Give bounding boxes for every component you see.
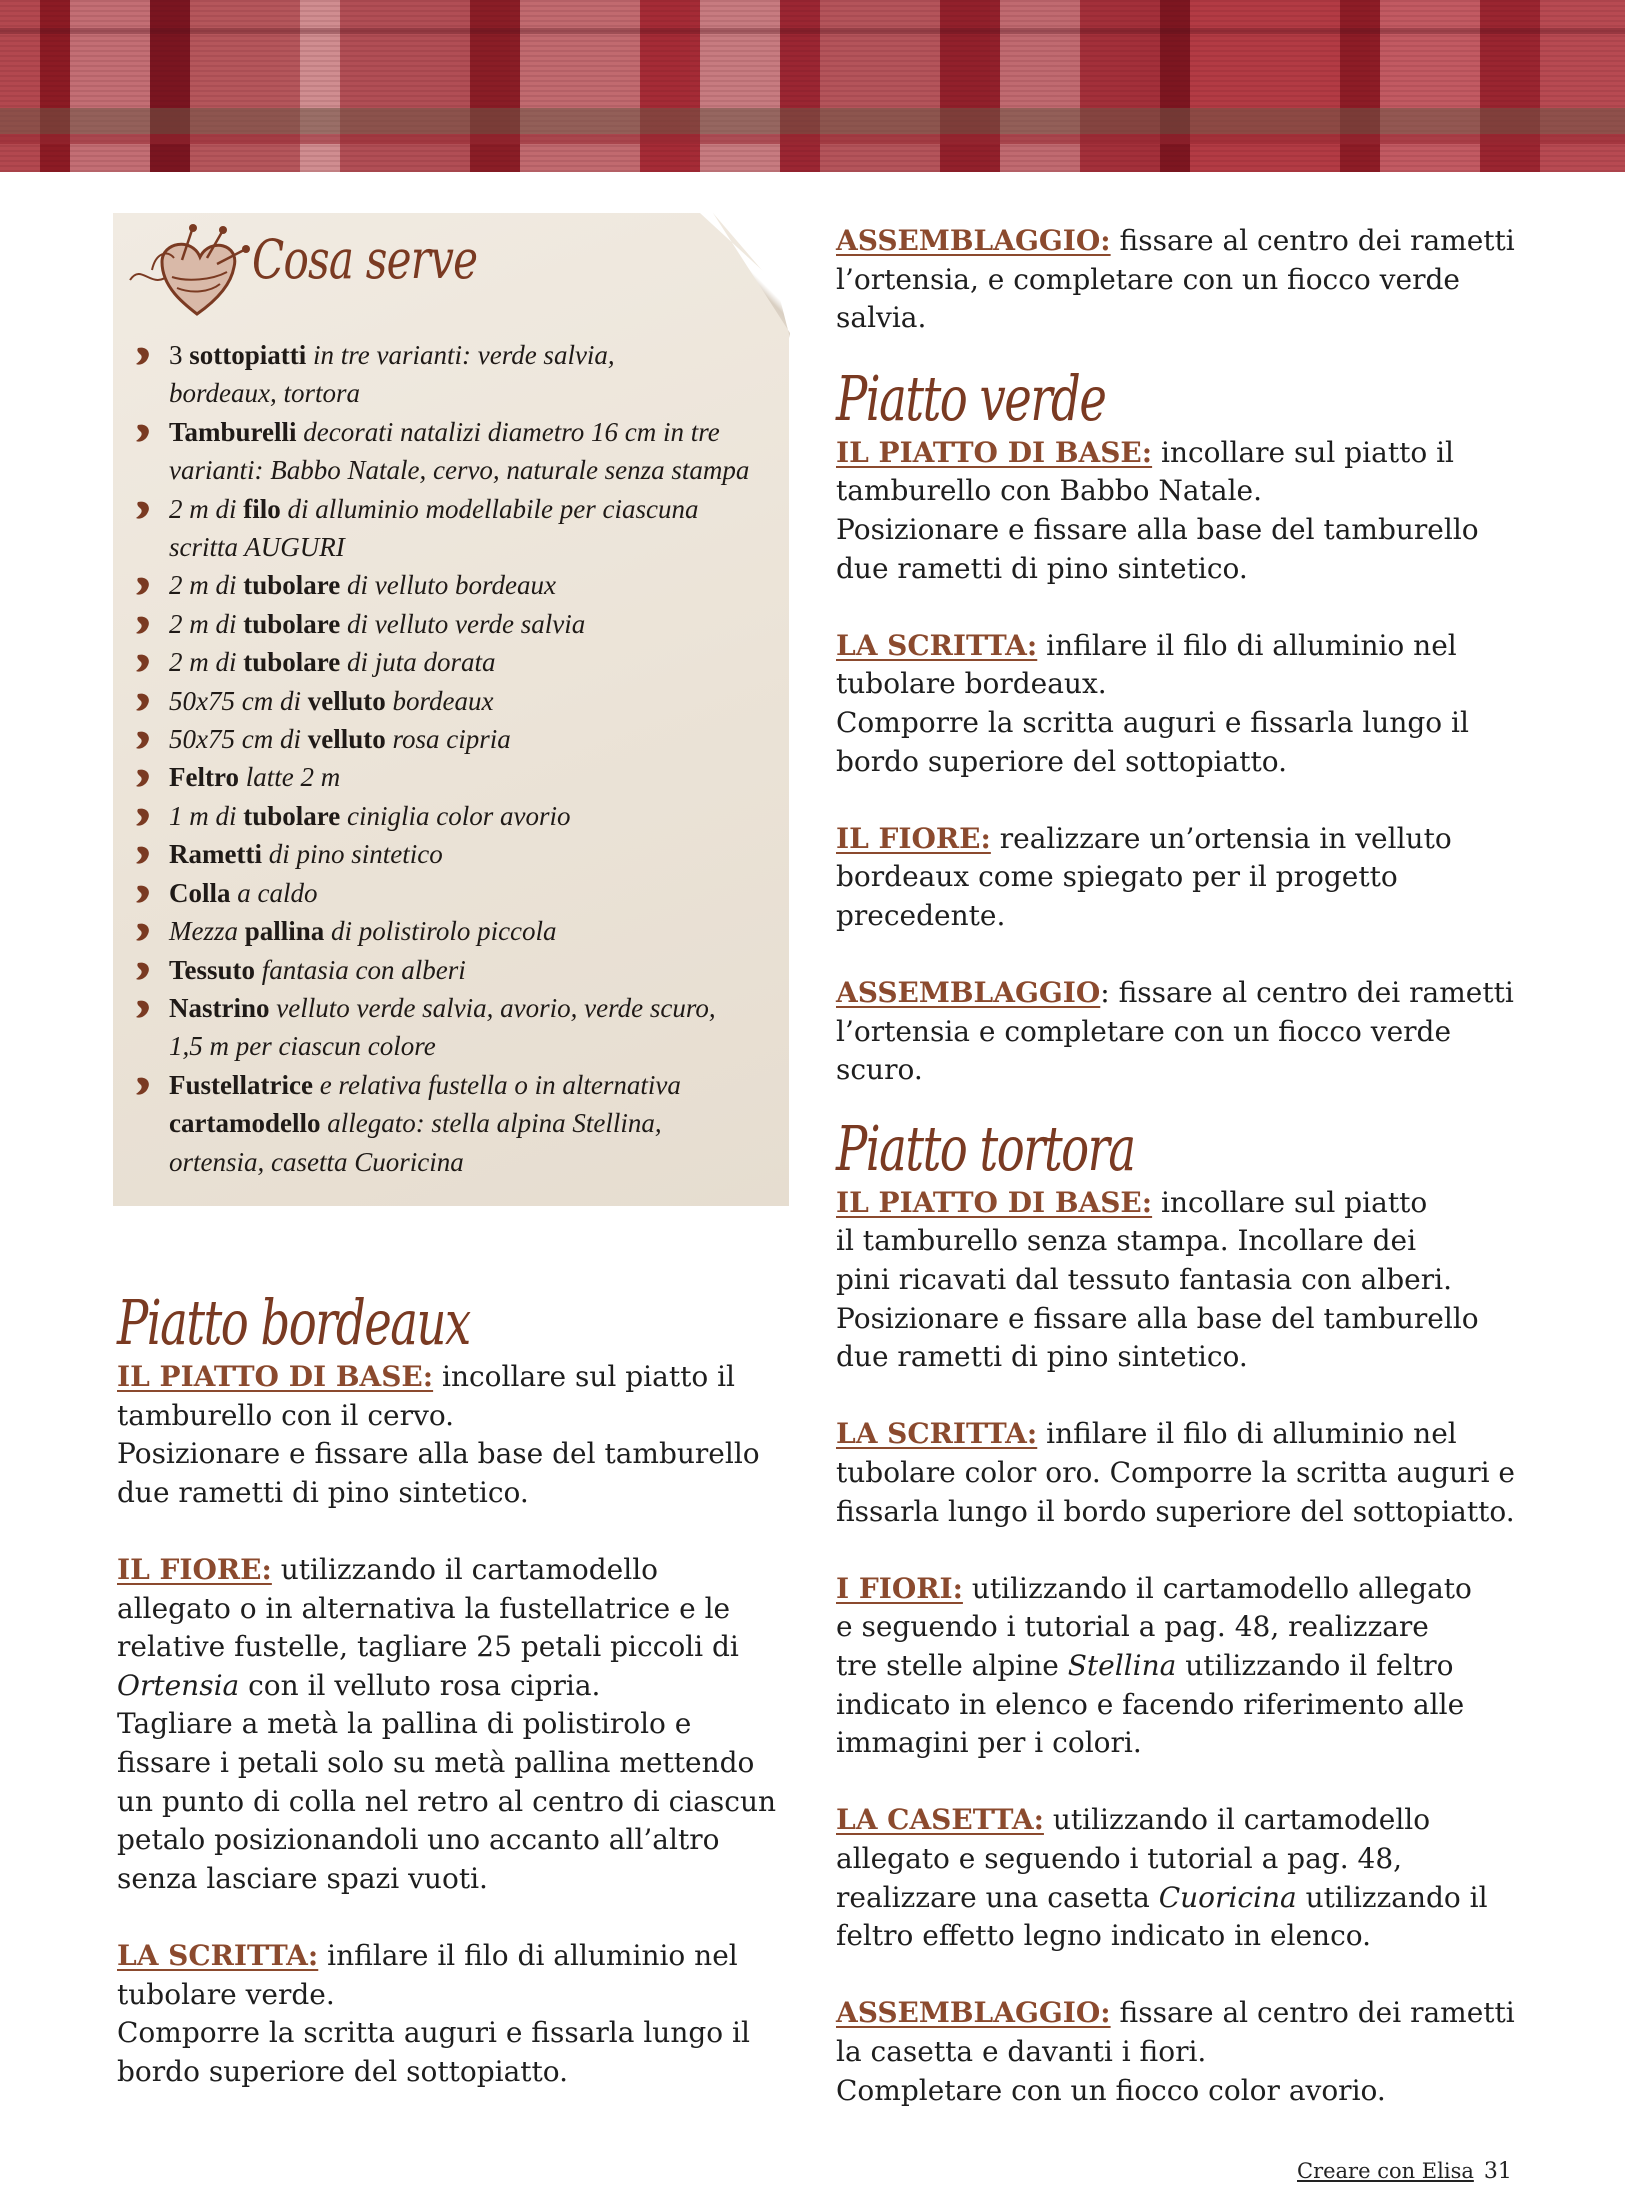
tortora-fiori-text: tre stelle alpine bbox=[836, 1649, 1068, 1682]
tortora-casetta-label: LA CASETTA: bbox=[836, 1803, 1044, 1837]
materials-list-item: Mezza pallina di polistirolo piccola bbox=[131, 912, 791, 950]
tortora-fiori-text: indicato in elenco e facendo riferimento alle bbox=[836, 1687, 1465, 1721]
bordeaux-title: Piatto bordeaux bbox=[117, 1286, 470, 1359]
tortora-casetta-text: feltro effetto legno indicato in elenco. bbox=[836, 1919, 1372, 1953]
tortora-casetta-text: utilizzando il bbox=[1296, 1880, 1488, 1914]
verde-scritta-text: infilare il filo di alluminio nel bbox=[1037, 628, 1457, 662]
tortora-fiori-text: utilizzando il cartamodello allegato bbox=[962, 1571, 1472, 1605]
bordeaux-fiore-italic: Ortensia bbox=[117, 1668, 240, 1702]
materials-list-item: Rametti di pino sintetico bbox=[131, 835, 791, 873]
bordeaux-fiore-text: un punto di colla nel retro al centro di ciascun bbox=[117, 1784, 777, 1818]
materials-list bbox=[131, 336, 791, 1181]
verde-fiore-label: IL FIORE: bbox=[836, 821, 991, 855]
pincushion-icon bbox=[122, 222, 252, 322]
bordeaux-base-text: tamburello con il cervo. bbox=[117, 1398, 455, 1432]
bordeaux-base-text: incollare sul piatto il bbox=[433, 1360, 735, 1393]
top-assemblaggio-text: l’ortensia, e completare con un fiocco verde salvia. bbox=[836, 262, 1460, 335]
verde-scritta-text: tubolare bordeaux. bbox=[836, 667, 1107, 701]
verde-fiore-text: bordeaux come spiegato per il progetto bbox=[836, 860, 1398, 894]
tortora-title: Piatto tortora bbox=[836, 1111, 1135, 1185]
verde-base-text: incollare sul piatto il bbox=[1152, 435, 1454, 469]
pumpkin-seed-bullet-icon bbox=[134, 1076, 152, 1096]
bordeaux-scritta-text: infilare il filo di alluminio nel bbox=[318, 1938, 738, 1972]
pumpkin-seed-bullet-icon bbox=[134, 346, 152, 366]
bordeaux-scritta-label: LA SCRITTA: bbox=[117, 1938, 319, 1972]
tortora-scritta-label: LA SCRITTA: bbox=[836, 1417, 1038, 1451]
verde-fiore-text: realizzare un’ortensia in velluto bbox=[990, 821, 1452, 855]
pumpkin-seed-bullet-icon bbox=[134, 423, 152, 443]
magazine-name: Creare con Elisa bbox=[1297, 2159, 1474, 2183]
tortora-assemblaggio-text: Completare con un fiocco color avorio. bbox=[836, 2073, 1386, 2107]
materials-list-item: Fustellatrice e relativa fustella o in alternativa cartamodello allegato: stella alpina Stellina, ortensia, casetta Cuoricina bbox=[131, 1066, 791, 1181]
pumpkin-seed-bullet-icon bbox=[134, 807, 152, 827]
verde-scritta-label: LA SCRITTA: bbox=[836, 628, 1038, 662]
verde-base-text: Posizionare e fissare alla base del tamburello bbox=[836, 512, 1479, 546]
pumpkin-seed-bullet-icon bbox=[134, 845, 152, 865]
bordeaux-scritta-text: tubolare verde. bbox=[117, 1977, 335, 2011]
tortora-assemblaggio-text: fissare al centro dei rametti bbox=[1110, 1996, 1515, 2030]
tortora-assemblaggio-label: ASSEMBLAGGIO: bbox=[836, 1996, 1111, 2030]
materials-list-item: Feltro latte 2 m bbox=[131, 758, 791, 796]
bordeaux-scritta-text: bordo superiore del sottopiatto. bbox=[117, 2054, 569, 2088]
pumpkin-seed-bullet-icon bbox=[134, 653, 152, 673]
materials-list-item: 2 m di tubolare di velluto verde salvia bbox=[131, 605, 791, 643]
bordeaux-fiore-text: fissare i petali solo su metà pallina mettendo bbox=[117, 1745, 755, 1779]
tortora-base-text: incollare sul piatto bbox=[1152, 1185, 1428, 1219]
tortora-fiori-text: e seguendo i tutorial a pag. 48, realizzare bbox=[836, 1610, 1429, 1644]
tortora-assemblaggio-text: la casetta e davanti i fiori. bbox=[836, 2034, 1207, 2068]
bordeaux-fiore-text: senza lasciare spazi vuoti. bbox=[117, 1861, 488, 1895]
materials-list-item: 2 m di tubolare di juta dorata bbox=[131, 643, 791, 681]
materials-list-item: Nastrino velluto verde salvia, avorio, verde scuro, 1,5 m per ciascun colore bbox=[131, 989, 791, 1066]
page-number: 31 bbox=[1483, 2159, 1512, 2184]
plaid-header-banner bbox=[0, 0, 1625, 172]
materials-list-item: 1 m di tubolare ciniglia color avorio bbox=[131, 797, 791, 835]
bordeaux-fiore-text: con il velluto rosa cipria. bbox=[239, 1668, 601, 1702]
verde-base-text: tamburello con Babbo Natale. bbox=[836, 474, 1262, 508]
pumpkin-seed-bullet-icon bbox=[134, 922, 152, 942]
pumpkin-seed-bullet-icon bbox=[134, 500, 152, 520]
tortora-base-text: il tamburello senza stampa. Incollare dei bbox=[836, 1224, 1417, 1258]
tortora-fiori-text: immagini per i colori. bbox=[836, 1726, 1142, 1760]
pumpkin-seed-bullet-icon bbox=[134, 768, 152, 788]
materials-title: Cosa serve bbox=[252, 228, 478, 291]
verde-assemblaggio-label: ASSEMBLAGGIO bbox=[836, 976, 1101, 1010]
bordeaux-fiore-text: utilizzando il cartamodello bbox=[271, 1552, 659, 1586]
tortora-casetta-text: utilizzando il cartamodello bbox=[1043, 1803, 1431, 1837]
pumpkin-seed-bullet-icon bbox=[134, 615, 152, 635]
pumpkin-seed-bullet-icon bbox=[134, 576, 152, 596]
bordeaux-scritta-text: Comporre la scritta auguri e fissarla lungo il bbox=[117, 2016, 750, 2050]
bordeaux-section bbox=[117, 1288, 797, 2091]
verde-title: Piatto verde bbox=[836, 361, 1106, 435]
materials-list-item: Tessuto fantasia con alberi bbox=[131, 951, 791, 989]
bordeaux-fiore-text: relative fustelle, tagliare 25 petali piccoli di bbox=[117, 1630, 739, 1664]
verde-fiore-text: precedente. bbox=[836, 898, 1006, 932]
tortora-scritta-text: infilare il filo di alluminio nel bbox=[1037, 1417, 1457, 1451]
tortora-casetta-text: allegato e seguendo i tutorial a pag. 48, bbox=[836, 1841, 1403, 1875]
materials-list-item: 2 m di tubolare di velluto bordeaux bbox=[131, 566, 791, 604]
tortora-fiori-italic: Stellina bbox=[1067, 1649, 1177, 1682]
bordeaux-fiore-text: petalo posizionandoli uno accanto all’altro bbox=[117, 1823, 720, 1857]
pumpkin-seed-bullet-icon bbox=[134, 999, 152, 1019]
page-footer bbox=[1297, 2159, 1512, 2184]
bordeaux-fiore-text: Tagliare a metà la pallina di polistirolo e bbox=[117, 1707, 692, 1741]
verde-assemblaggio-text: : fissare al centro dei rametti bbox=[1100, 976, 1514, 1010]
tortora-scritta-text: tubolare color oro. Comporre la scritta auguri e bbox=[836, 1456, 1515, 1490]
verde-assemblaggio-text: scuro. bbox=[836, 1053, 923, 1087]
materials-list-item: 50x75 cm di velluto bordeaux bbox=[131, 682, 791, 720]
verde-base-text: due rametti di pino sintetico. bbox=[836, 551, 1248, 585]
tortora-base-text: due rametti di pino sintetico. bbox=[836, 1340, 1248, 1374]
tortora-casetta-text: realizzare una casetta bbox=[836, 1880, 1159, 1914]
bordeaux-base-text: Posizionare e fissare alla base del tamburello bbox=[117, 1437, 760, 1471]
bordeaux-base-text: due rametti di pino sintetico. bbox=[117, 1475, 529, 1509]
materials-list-item: 3 sottopiatti in tre varianti: verde salvia, bordeaux, tortora bbox=[131, 336, 791, 413]
tortora-fiori-label: I FIORI: bbox=[836, 1571, 963, 1605]
bordeaux-fiore-label: IL FIORE: bbox=[117, 1552, 272, 1586]
materials-list-item: Tamburelli decorati natalizi diametro 16 cm in tre varianti: Babbo Natale, cervo, naturale senza stampa bbox=[131, 413, 791, 490]
tortora-base-text: Posizionare e fissare alla base del tamburello bbox=[836, 1301, 1479, 1335]
verde-scritta-text: bordo superiore del sottopiatto. bbox=[836, 744, 1288, 778]
bordeaux-fiore-text: allegato o in alternativa la fustellatrice e le bbox=[117, 1591, 731, 1625]
verde-scritta-text: Comporre la scritta auguri e fissarla lungo il bbox=[836, 705, 1469, 739]
materials-list-item: 50x75 cm di velluto rosa cipria bbox=[131, 720, 791, 758]
pumpkin-seed-bullet-icon bbox=[134, 961, 152, 981]
tortora-scritta-text: fissarla lungo il bordo superiore del sottopiatto. bbox=[836, 1494, 1515, 1528]
verde-assemblaggio-text: l’ortensia e completare con un fiocco verde bbox=[836, 1014, 1452, 1048]
tortora-base-label: IL PIATTO DI BASE: bbox=[836, 1185, 1153, 1219]
pumpkin-seed-bullet-icon bbox=[134, 884, 152, 904]
tortora-fiori-text: utilizzando il feltro bbox=[1176, 1649, 1454, 1682]
bordeaux-base-label: IL PIATTO DI BASE: bbox=[117, 1360, 434, 1393]
top-assemblaggio-text: fissare al centro dei rametti bbox=[1110, 224, 1515, 257]
tortora-casetta-italic: Cuoricina bbox=[1158, 1880, 1297, 1914]
materials-list-item: Colla a caldo bbox=[131, 874, 791, 912]
right-column bbox=[836, 222, 1536, 2110]
pumpkin-seed-bullet-icon bbox=[134, 730, 152, 750]
materials-list-item: 2 m di filo di alluminio modellabile per ciascuna scritta AUGURI bbox=[131, 490, 791, 567]
pumpkin-seed-bullet-icon bbox=[134, 692, 152, 712]
tortora-base-text: pini ricavati dal tessuto fantasia con alberi. bbox=[836, 1263, 1452, 1297]
verde-base-label: IL PIATTO DI BASE: bbox=[836, 435, 1153, 469]
top-assemblaggio-label: ASSEMBLAGGIO: bbox=[836, 224, 1111, 257]
